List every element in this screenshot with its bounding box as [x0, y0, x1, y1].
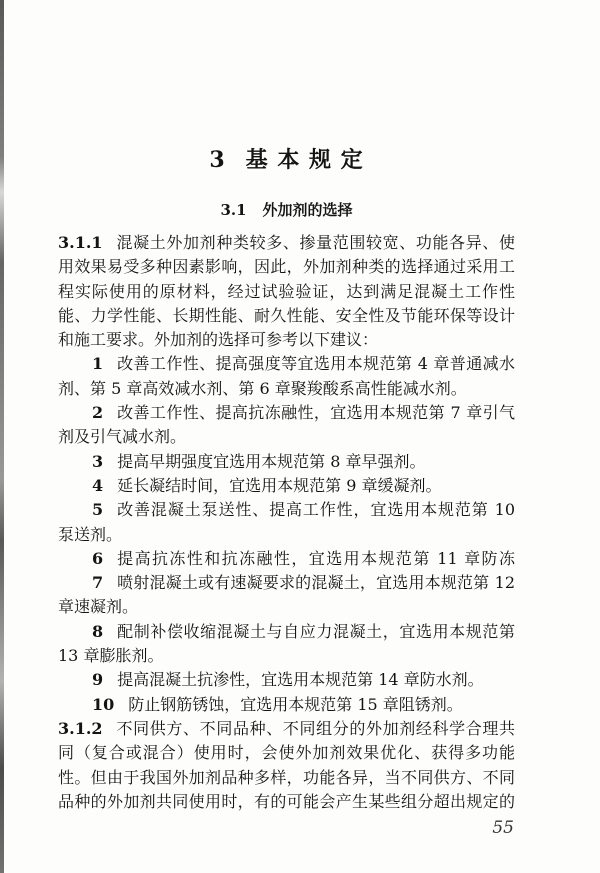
item-number: 2 [92, 403, 104, 423]
item-text: 剂、第 5 章高效减水剂、第 6 章聚羧酸系高性能减水剂。 [58, 378, 467, 398]
item-number: 3 [92, 451, 104, 471]
clause-line [58, 766, 515, 790]
list-item-continuation [58, 523, 515, 547]
chapter-number: 3 [209, 147, 226, 173]
item-text: 配制补偿收缩混凝土与自应力混凝土，宜选用本规范第 [117, 621, 515, 641]
clause-text: 能、力学性能、长期性能、耐久性能、安全性及节能环保等设计 [58, 305, 515, 325]
list-item [58, 450, 515, 474]
item-text: 防止钢筋锈蚀，宜选用本规范第 15 章阻锈剂。 [128, 694, 463, 714]
item-number: 8 [92, 621, 104, 641]
list-item [58, 571, 515, 595]
item-number: 7 [92, 573, 104, 593]
clause-text: 品种的外加剂共同使用时，有的可能会产生某些组分超出规定的 [58, 791, 515, 811]
item-text: 改善混凝土泵送性、提高工作性，宜选用本规范第 10 [117, 500, 515, 520]
chapter-title-text: 基 本 规 定 [245, 147, 364, 173]
clause-text: 混凝土外加剂种类较多、掺量范围较宽、功能各异、使 [116, 233, 515, 252]
item-text: 章速凝剂。 [58, 597, 139, 617]
list-item-continuation [58, 595, 515, 619]
list-item [58, 620, 515, 644]
item-number: 6 [92, 548, 104, 568]
list-item [58, 547, 515, 571]
clause-line [58, 717, 515, 741]
item-text: 13 章膨胀剂。 [58, 646, 164, 666]
section-number: 3.1 [220, 201, 247, 219]
section-title [58, 199, 515, 221]
item-number: 1 [92, 354, 104, 374]
list-item-continuation [58, 425, 515, 449]
body-text [58, 231, 515, 814]
item-text: 剂及引气减水剂。 [58, 427, 187, 447]
item-text: 提高早期强度宜选用本规范第 8 章早强剂。 [117, 451, 426, 471]
list-item [58, 693, 515, 717]
clause-line [58, 304, 515, 328]
page-number: 55 [492, 818, 514, 838]
list-item-continuation [58, 377, 515, 401]
list-item-continuation [58, 644, 515, 668]
scan-edge-artifact [0, 0, 4, 873]
clause-text: 用效果易受多种因素影响，因此，外加剂种类的选择通过采用工 [58, 257, 515, 277]
item-number: 9 [92, 670, 104, 690]
clause-text: 同（复合或混合）使用时，会使外加剂效果优化、获得多功能 [58, 743, 515, 763]
clause-line [58, 328, 515, 352]
list-item [58, 498, 515, 522]
item-number: 4 [92, 475, 104, 495]
clause-line [58, 255, 515, 279]
item-text: 延长凝结时间，宜选用本规范第 9 章缓凝剂。 [117, 475, 442, 495]
clause-text: 和施工要求。外加剂的选择可参考以下建议： [58, 330, 379, 350]
list-item [58, 474, 515, 498]
clause-number: 3.1.2 [58, 718, 103, 738]
section-title-text: 外加剂的选择 [262, 201, 353, 219]
clause-text: 性。但由于我国外加剂品种多样，功能各异，当不同供方、不同 [58, 767, 515, 787]
item-text: 提高抗冻性和抗冻融性，宜选用本规范第 11 章防冻 [117, 548, 515, 568]
item-text: 改善工作性、提高强度等宜选用本规范第 4 章普通减水 [117, 354, 515, 374]
list-item [58, 352, 515, 376]
list-item [58, 401, 515, 425]
clause-number: 3.1.1 [58, 233, 103, 252]
item-text: 改善工作性、提高抗冻融性，宜选用本规范第 7 章引气 [117, 403, 515, 423]
item-text: 泵送剂。 [58, 524, 123, 544]
clause-line [58, 280, 515, 304]
item-number: 5 [92, 500, 104, 520]
item-number: 10 [92, 694, 115, 714]
clause-line [58, 790, 515, 814]
list-item [58, 668, 515, 692]
chapter-title [58, 145, 515, 175]
clause-text: 程实际使用的原材料，经过试验验证，达到满足混凝土工作性 [58, 281, 515, 301]
clause-text: 不同供方、不同品种、不同组分的外加剂经科学合理共 [116, 718, 515, 738]
item-text: 喷射混凝土或有速凝要求的混凝土，宜选用本规范第 12 [117, 573, 515, 593]
clause-line [58, 741, 515, 765]
clause-line [58, 231, 515, 255]
item-text: 提高混凝土抗渗性，宜选用本规范第 14 章防水剂。 [117, 670, 484, 690]
